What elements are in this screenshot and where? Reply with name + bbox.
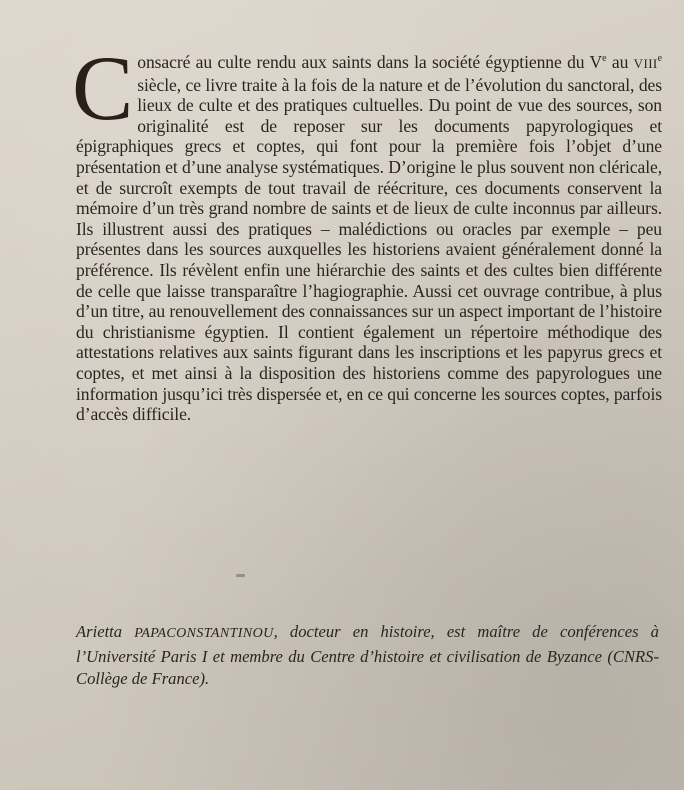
author-first-name: Arietta (76, 622, 135, 641)
author-description: , docteur en histoire, est maître de conférences à l’Université Paris I et membre du Centre d’histoire et civilisation de Byzance (CNRS-Collège de France). (76, 622, 659, 688)
author-last-name: PAPACONSTANTINOU (134, 626, 274, 641)
superscript-e-1: e (602, 53, 607, 65)
author-bio (76, 621, 659, 691)
blurb-intro: onsacré au culte rendu aux saints dans la société égyptienne du V (137, 52, 603, 72)
section-ornament (236, 574, 245, 577)
drop-cap: C (72, 37, 134, 139)
superscript-e-2: e (657, 53, 662, 65)
blurb-paragraph (72, 37, 662, 425)
blurb-mid: au (606, 52, 634, 72)
century-numeral: VIII (633, 56, 658, 71)
blurb-rest: siècle, ce livre traite à la fois de la nature et de l’évolution du sanctoral, des lieux de culte et des pratiques cultuelles. Du point de vue des sources, son originalité est de reposer sur les documents papyrologiques et épigraphiques grecs et coptes, qui font pour la première fois l’objet d’une présentation et d’une analyse systématiques. D’origine le plus souvent non cléricale, et de surcroît exempts de tout travail de réécriture, ces documents conservent la mémoire d’un très grand nombre de saints et de lieux de culte inconnus par ailleurs. Ils illustrent aussi des pratiques – malédictions ou oracles par exemple – peu présentes dans les sources auxquelles les historiens avaient généralement donné la préférence. Ils révèlent enfin une hiérarchie des saints et des cultes bien différente de celle que laisse transparaître l’hagiographie. Aussi cet ouvrage contribue, à plus d’un titre, au renouvellement des connaissances sur un aspect important de l’histoire du christianisme égyptien. Il contient également un répertoire méthodique des attestations relatives aux saints figurant dans les inscriptions et les papyrus grecs et coptes, et met ainsi à la disposition des historiens comme des papyrologues une information jusqu’ici très dispersée et, en ce qui concerne les sources coptes, parfois d’accès difficile. (76, 74, 662, 425)
